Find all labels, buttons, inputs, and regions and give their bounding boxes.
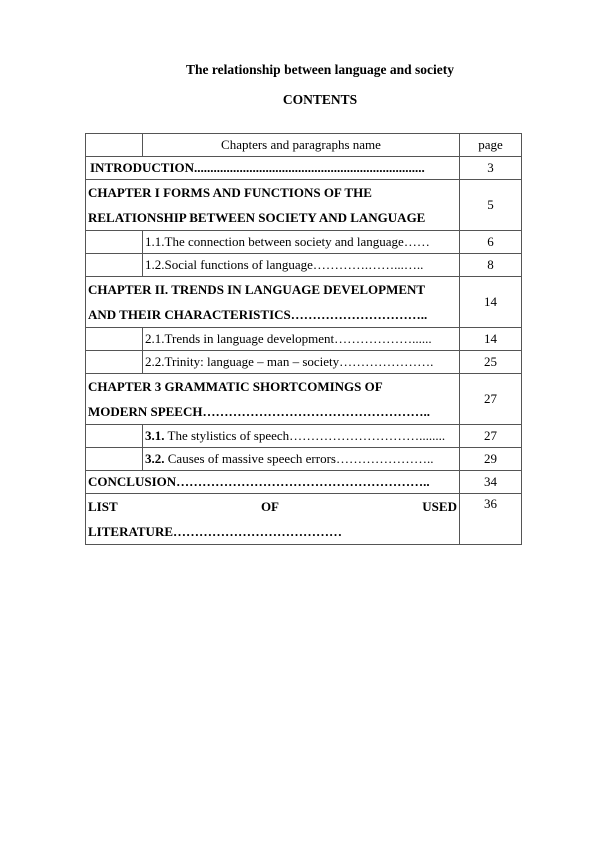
toc-s3-2-title: Causes of massive speech errors…………………..: [164, 451, 434, 466]
toc-literature-page: 36: [460, 494, 522, 545]
toc-s1-2-page: 8: [460, 254, 522, 277]
toc-s3-1-text: [143, 425, 460, 448]
toc-s3-2-page: 29: [460, 448, 522, 471]
toc-header-name: Chapters and paragraphs name: [143, 134, 460, 157]
toc-header-page: page: [460, 134, 522, 157]
toc-introduction-text: INTRODUCTION.......................................................................: [86, 157, 460, 180]
toc-row-s3-1: [86, 425, 522, 448]
toc-row-chapter2: [86, 277, 522, 328]
toc-literature-title: [86, 494, 460, 545]
toc-chapter2-title: [86, 277, 460, 328]
toc-indent-cell: [86, 254, 143, 277]
toc-row-s1-2: [86, 254, 522, 277]
toc-s2-2-text: 2.2.Trinity: language – man – society………………….: [143, 351, 460, 374]
document-title: The relationship between language and society: [186, 62, 454, 77]
toc-indent-cell: [86, 231, 143, 254]
toc-literature-word-list: LIST: [88, 499, 118, 514]
toc-row-chapter1: [86, 180, 522, 231]
toc-literature-word-used: USED: [422, 499, 457, 514]
table-of-contents: [85, 133, 522, 545]
toc-header-row: [86, 134, 522, 157]
toc-chapter1-line1: CHAPTER I FORMS AND FUNCTIONS OF THE: [88, 185, 372, 200]
toc-introduction-page: 3: [460, 157, 522, 180]
toc-row-introduction: [86, 157, 522, 180]
toc-conclusion-text: CONCLUSION…………………………………………………..: [86, 471, 460, 494]
toc-chapter3-title: [86, 374, 460, 425]
toc-row-s1-1: [86, 231, 522, 254]
toc-indent-cell: [86, 425, 143, 448]
toc-s1-2-text: 1.2.Social functions of language………….……...…..: [143, 254, 460, 277]
toc-s2-1-page: 14: [460, 328, 522, 351]
toc-row-s2-2: [86, 351, 522, 374]
toc-chapter3-line1: CHAPTER 3 GRAMMATIC SHORTCOMINGS OF: [88, 379, 383, 394]
toc-chapter1-line2: RELATIONSHIP BETWEEN SOCIETY AND LANGUAGE: [88, 210, 426, 225]
toc-chapter1-title: [86, 180, 460, 231]
toc-chapter2-line2: AND THEIR CHARACTERISTICS…………………………..: [88, 307, 428, 322]
toc-chapter3-line2: MODERN SPEECH……………………………………………..: [88, 404, 430, 419]
toc-indent-cell: [86, 328, 143, 351]
toc-row-chapter3: [86, 374, 522, 425]
toc-chapter2-page: 14: [460, 277, 522, 328]
toc-s1-1-page: 6: [460, 231, 522, 254]
toc-conclusion-page: 34: [460, 471, 522, 494]
toc-literature-line2: LITERATURE…………………………………: [88, 524, 343, 539]
toc-s3-1-title: The stylistics of speech…………………………........: [164, 428, 446, 443]
toc-row-s2-1: [86, 328, 522, 351]
toc-s2-2-page: 25: [460, 351, 522, 374]
toc-literature-word-of: OF: [260, 499, 279, 514]
toc-chapter1-page: 5: [460, 180, 522, 231]
contents-heading: CONTENTS: [282, 92, 358, 107]
toc-literature-line1: [88, 494, 457, 519]
toc-chapter2-line1: CHAPTER II. TRENDS IN LANGUAGE DEVELOPMENT: [88, 282, 426, 297]
toc-row-literature: [86, 494, 522, 545]
toc-row-conclusion: [86, 471, 522, 494]
toc-indent-cell: [86, 448, 143, 471]
toc-indent-cell: [86, 351, 143, 374]
toc-header-blank: [86, 134, 143, 157]
toc-s3-1-page: 27: [460, 425, 522, 448]
toc-s1-1-text: 1.1.The connection between society and language……: [143, 231, 460, 254]
toc-s3-2-text: [143, 448, 460, 471]
toc-s3-1-number: 3.1.: [145, 428, 165, 443]
toc-chapter3-page: 27: [460, 374, 522, 425]
toc-s2-1-text: 2.1.Trends in language development………………......: [143, 328, 460, 351]
toc-s3-2-number: 3.2.: [145, 451, 165, 466]
toc-row-s3-2: [86, 448, 522, 471]
